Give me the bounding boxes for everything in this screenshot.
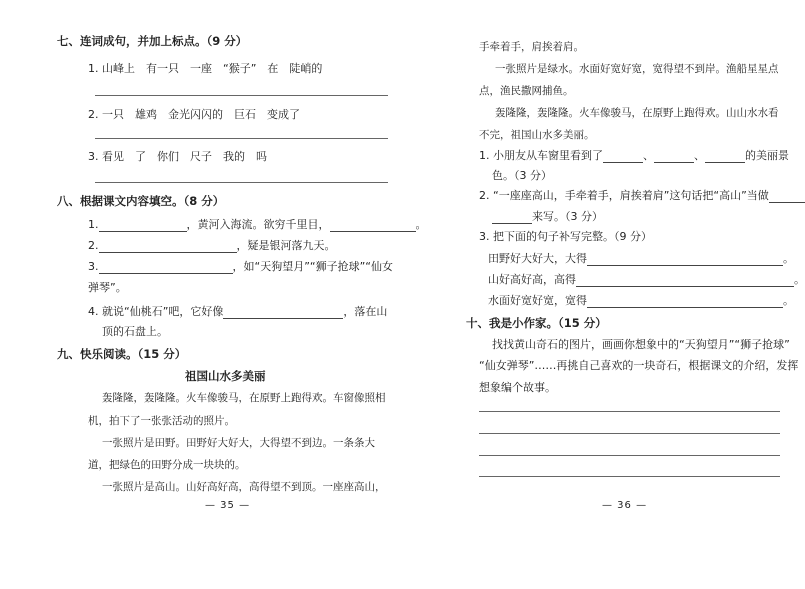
- s9-q3-item-b: [488, 273, 805, 287]
- s9-q2-text: 2. “一座座高山，手牵着手，肩挨着肩”这句话把“高山”当做: [479, 189, 769, 202]
- story-para-3-line-1: 一张照片是高山。山好高好高，高得望不到顶。一座座高山，: [102, 481, 386, 493]
- s9-q3-item-c: [488, 294, 794, 308]
- s8-q4-tail: ，落在山: [343, 305, 388, 318]
- s8-question-4: [88, 305, 387, 319]
- story-para-2-line-1: 一张照片是田野。田野好大好大，大得望不到边。一条条大: [102, 437, 375, 449]
- s9-question-1: [479, 149, 789, 163]
- s9-q1-blank-2[interactable]: [654, 151, 694, 163]
- s9-q3c-period: 。: [783, 294, 794, 307]
- s9-q2-blank-1[interactable]: [769, 191, 805, 203]
- s9-q3-item-a: [488, 252, 794, 266]
- s9-q1-sep-2: 、: [694, 149, 705, 162]
- story-para-4-line-2: 点，渔民撒网捕鱼。: [479, 85, 574, 97]
- s8-q3-number: 3.: [88, 260, 99, 273]
- s9-q3b-period: 。: [794, 273, 805, 286]
- s8-q3-continuation: 弹琴”。: [88, 281, 127, 294]
- s8-q2-text: ，疑是银河落九天。: [236, 239, 336, 252]
- writing-line-1[interactable]: [479, 411, 780, 412]
- s9-question-2: [479, 189, 805, 203]
- s7-answer-line-3[interactable]: [95, 182, 388, 183]
- s9-q2-continuation: [492, 210, 603, 224]
- s9-q3a-text: 田野好大好大，大得: [488, 252, 587, 265]
- story-title: 祖国山水多美丽: [185, 369, 266, 383]
- s7-question-2: 2. 一只 雄鸡 金光闪闪的 巨石 变成了: [88, 108, 300, 121]
- s9-q2-tail: 来写。（3 分）: [532, 210, 603, 223]
- story-para-2-line-2: 道，把绿色的田野分成一块块的。: [88, 459, 246, 471]
- writing-line-3[interactable]: [479, 455, 780, 456]
- s8-q1-text: ，黄河入海流。欲穷千里目，: [186, 218, 330, 231]
- s9-q1-blank-1[interactable]: [603, 151, 643, 163]
- story-para-1-line-2: 机，拍下了一张张活动的照片。: [88, 415, 235, 427]
- section-7-title: 七、连词成句，并加上标点。（9 分）: [57, 34, 248, 48]
- s9-q1-blank-3[interactable]: [705, 151, 745, 163]
- story-para-3-line-2: 手牵着手，肩挨着肩。: [479, 41, 584, 53]
- writing-line-4[interactable]: [479, 476, 780, 477]
- s7-question-3: 3. 看见 了 你们 尺子 我的 吗: [88, 150, 267, 163]
- s9-q3a-blank[interactable]: [587, 254, 783, 266]
- s8-q2-blank[interactable]: [99, 241, 237, 253]
- s9-q1-text: 1. 小朋友从车窗里看到了: [479, 149, 603, 162]
- s8-question-3: [88, 260, 393, 274]
- s9-q3c-blank[interactable]: [587, 296, 783, 308]
- section-9-title: 九、快乐阅读。（15 分）: [57, 347, 187, 361]
- s8-q2-number: 2.: [88, 239, 99, 252]
- s8-q1-blank-1[interactable]: [99, 220, 187, 232]
- s10-prompt-line-1: 找找黄山奇石的图片，画画你想象中的“天狗望月”“狮子抢球”: [492, 338, 790, 351]
- s9-q1-sep-1: 、: [643, 149, 654, 162]
- section-8-title: 八、根据课文内容填空。（8 分）: [57, 194, 225, 208]
- s7-answer-line-1[interactable]: [95, 95, 388, 96]
- s7-answer-line-2[interactable]: [95, 138, 388, 139]
- story-para-5-line-1: 轰隆隆，轰隆隆。火车像骏马，在原野上跑得欢。山山水水看: [495, 107, 779, 119]
- story-para-5-line-2: 不完，祖国山水多美丽。: [479, 129, 595, 141]
- s8-q3-text: ，如“天狗望月”“狮子抢球”“仙女: [232, 260, 393, 273]
- page-number-right: — 36 —: [602, 500, 648, 511]
- writing-line-2[interactable]: [479, 433, 780, 434]
- s8-q3-blank[interactable]: [99, 262, 233, 274]
- section-10-title: 十、我是小作家。（15 分）: [466, 316, 607, 330]
- s7-question-1: 1. 山峰上 有一只 一座 “猴子” 在 陡峭的: [88, 62, 323, 75]
- s8-question-2: [88, 239, 336, 253]
- s9-q1-continuation: 色。（3 分）: [492, 169, 552, 182]
- s8-q4-blank[interactable]: [223, 307, 343, 319]
- s9-q3c-text: 水面好宽好宽，宽得: [488, 294, 587, 307]
- s9-q3b-text: 山好高好高，高得: [488, 273, 576, 286]
- s9-q3b-blank[interactable]: [576, 275, 794, 287]
- s8-q4-continuation: 顶的石盘上。: [102, 325, 168, 338]
- s8-q1-end: 。: [415, 218, 427, 231]
- story-para-1-line-1: 轰隆隆，轰隆隆。火车像骏马，在原野上跑得欢。车窗像照相: [102, 392, 386, 404]
- s9-q1-tail: 的美丽景: [745, 149, 789, 162]
- page-number-left: — 35 —: [205, 500, 251, 511]
- s8-q4-text: 4. 就说“仙桃石”吧，它好像: [88, 305, 224, 318]
- s9-q2-blank-2[interactable]: [492, 212, 532, 224]
- story-para-4-line-1: 一张照片是绿水。水面好宽好宽，宽得望不到岸。渔船星星点: [495, 63, 779, 75]
- s8-question-1: [88, 218, 427, 232]
- s8-q1-number: 1.: [88, 218, 99, 231]
- s9-q3a-period: 。: [783, 252, 794, 265]
- s10-prompt-line-3: 想象编个故事。: [479, 381, 556, 394]
- s10-prompt-line-2: “仙女弹琴”……再挑自己喜欢的一块奇石，根据课文的介绍，发挥: [479, 359, 799, 372]
- right-page: [400, 0, 805, 589]
- s9-question-3-title: 3. 把下面的句子补写完整。（9 分）: [479, 230, 652, 243]
